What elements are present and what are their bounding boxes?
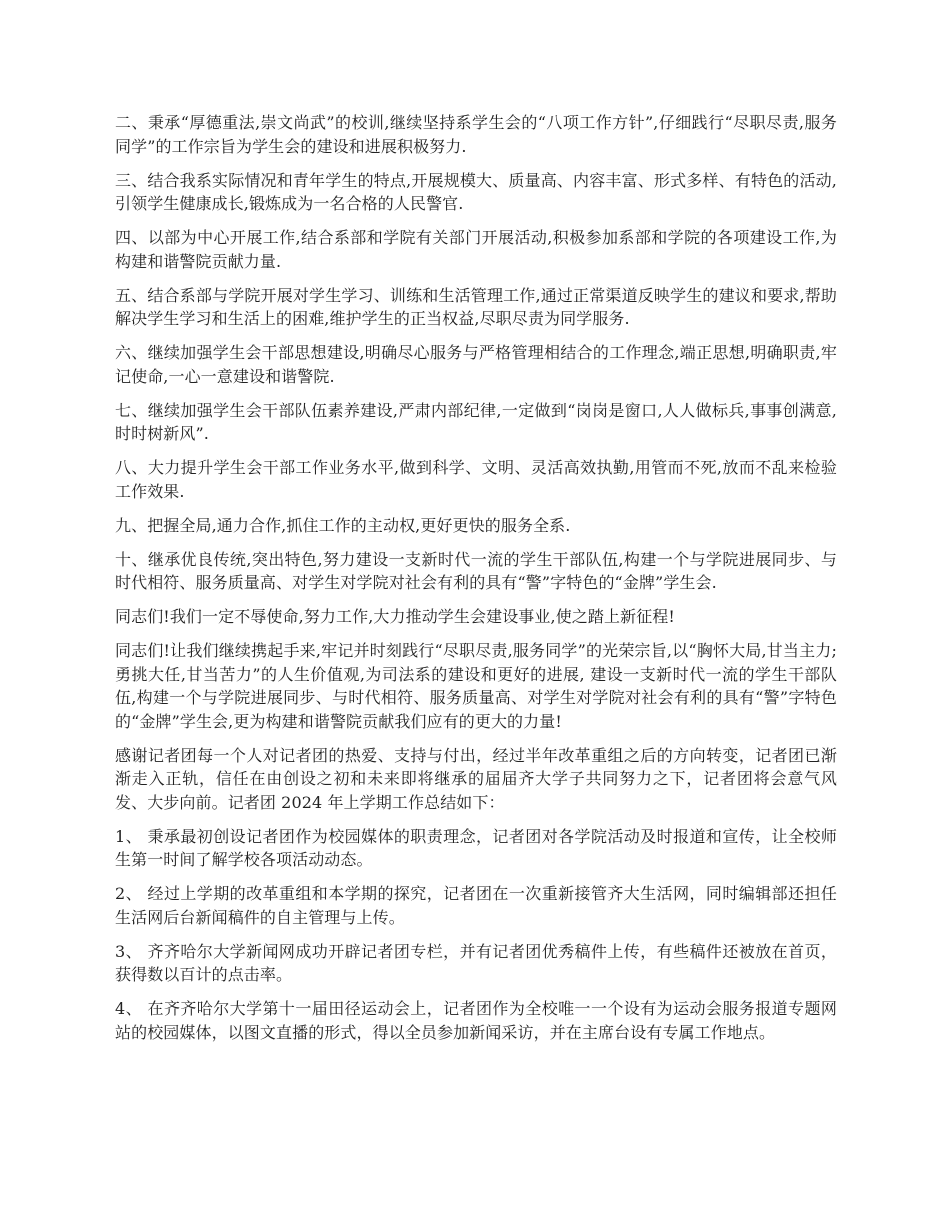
paragraph: 四、以部为中心开展工作,结合系部和学院有关部门开展活动,积极参加系部和学院的各项建设工作,为构建和谐警院贡献力量. [115, 228, 837, 271]
list-item: 3、 齐齐哈尔大学新闻网成功开辟记者团专栏，并有记者团优秀稿件上传，有些稿件还被放在首页，获得数以百计的点击率。 [115, 941, 837, 984]
paragraph: 同志们!让我们继续携起手来,牢记并时刻践行“尽职尽责,服务同学”的光荣宗旨,以“胸怀大局,甘当主力;勇挑大任,甘当苦力”的人生价值观,为司法系的建设和更好的进展, 建设一支新时代一流的学生干部队伍,构建一个与学院进展同步、与时代相符、服务质量高、对学生对学院对社会有利的具有“警”字特色的“金牌”学生会,更为构建和谐警院贡献我们应有的更大的力量! [115, 641, 837, 731]
paragraph: 三、结合我系实际情况和青年学生的特点,开展规模大、质量高、内容丰富、形式多样、有特色的活动,引领学生健康成长,锻炼成为一名合格的人民警官. [115, 170, 837, 213]
list-item: 1、 秉承最初创设记者团作为校园媒体的职责理念，记者团对各学院活动及时报道和宣传，让全校师生第一时间了解学校各项活动动态。 [115, 826, 837, 869]
paragraph: 八、大力提升学生会干部工作业务水平,做到科学、文明、灵活高效执勤,用管而不死,放而不乱来检验工作效果. [115, 458, 837, 501]
paragraph: 感谢记者团每一个人对记者团的热爱、支持与付出，经过半年改革重组之后的方向转变，记者团已渐渐走入正轨，信任在由创设之初和未来即将继承的届届齐大学子共同努力之下，记者团将会意气风发、大步向前。记者团 2024 年上学期工作总结如下： [115, 745, 837, 812]
list-item: 4、 在齐齐哈尔大学第十一届田径运动会上，记者团作为全校唯一一个设有为运动会服务报道专题网站的校园媒体，以图文直播的形式，得以全员参加新闻采访，并在主席台设有专属工作地点。 [115, 999, 837, 1042]
paragraph: 二、秉承“厚德重法,崇文尚武”的校训,继续坚持系学生会的“八项工作方针”,仔细践行“尽职尽责,服务同学”的工作宗旨为学生会的建设和进展积极努力. [115, 113, 837, 156]
paragraph: 九、把握全局,通力合作,抓住工作的主动权,更好更快的服务全系. [115, 515, 571, 535]
paragraph: 十、继承优良传统,突出特色,努力建设一支新时代一流的学生干部队伍,构建一个与学院进展同步、与时代相符、服务质量高、对学生对学院对社会有利的具有“警”字特色的“金牌”学生会. [115, 549, 837, 592]
list-item: 2、 经过上学期的改革重组和本学期的探究，记者团在一次重新接管齐大生活网，同时编辑部还担任生活网后台新闻稿件的自主管理与上传。 [115, 884, 837, 927]
paragraph: 同志们!我们一定不辱使命,努力工作,大力推动学生会建设事业,使之踏上新征程! [115, 607, 675, 626]
paragraph: 六、继续加强学生会干部思想建设,明确尽心服务与严格管理相结合的工作理念,端正思想,明确职责,牢记使命,一心一意建设和谐警院. [115, 343, 837, 386]
document-body [115, 111, 837, 1055]
paragraph: 五、结合系部与学院开展对学生学习、训练和生活管理工作,通过正常渠道反映学生的建议和要求,帮助解决学生学习和生活上的困难,维护学生的正当权益,尽职尽责为同学服务. [115, 285, 837, 328]
paragraph: 七、继续加强学生会干部队伍素养建设,严肃内部纪律,一定做到“岗岗是窗口,人人做标兵,事事创满意,时时树新风”. [115, 400, 837, 443]
